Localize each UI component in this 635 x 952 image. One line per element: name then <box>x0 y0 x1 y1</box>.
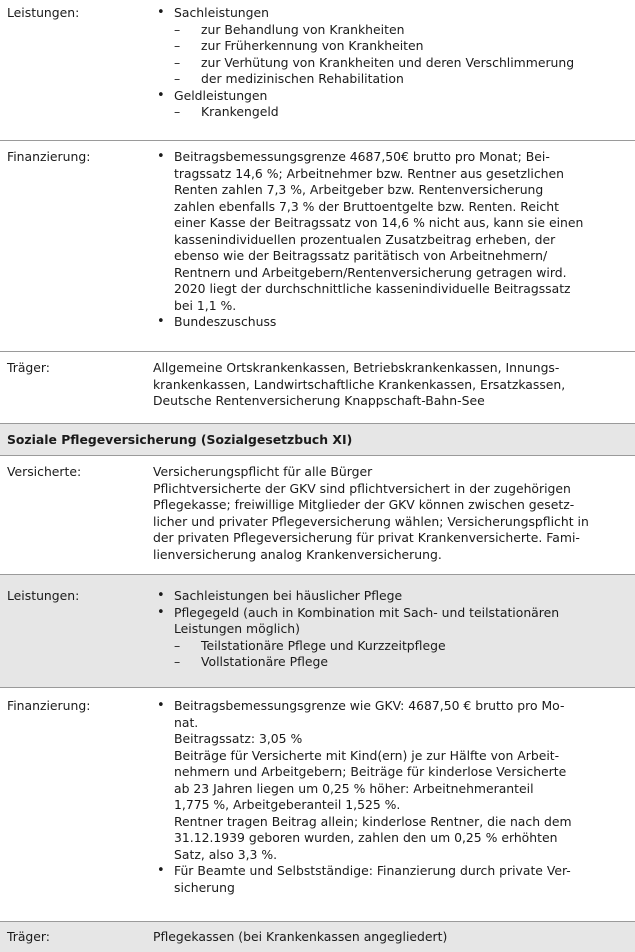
gkv-leistungen-row <box>0 0 635 140</box>
gkv-traeger-row <box>0 351 635 423</box>
sub-item: – zur Früherkennung von Krankheiten <box>174 38 631 55</box>
row-label: Träger: <box>7 360 50 375</box>
bullet-item: • Beitragsbemessungsgrenze wie GKV: 4687,50 € brutto pro Mo- nat. Beitragssatz: 3,05 % Beiträge für Versicherte mit Kind(ern) je zur Hälfte von Arbeit- nehmern und Arbeitgebern; Beiträge für kinderlose Versicherte ab 23 Jahren liegen um 0,25 % höher: Arbeitnehmeranteil 1,775 %, Arbeitgeberanteil 1,525 %. Rentner tragen Beitrag allein; kinderlose Rentner, die nach dem 31.12.1939 geboren wurden, zahlen den um 0,25 % erhöhten Satz, also 3,3 %. <box>153 698 631 863</box>
spv-finanzierung-row <box>0 687 635 921</box>
sub-item: – zur Behandlung von Krankheiten <box>174 22 631 39</box>
sub-item: – Teilstationäre Pflege und Kurzzeitpflege <box>174 638 631 655</box>
row-label: Leistungen: <box>7 5 80 20</box>
sub-item: – Krankengeld <box>174 104 631 121</box>
bullet-item: • Sachleistungen <box>153 5 631 22</box>
bullet-item: • Bundeszuschuss <box>153 314 631 331</box>
row-content: Allgemeine Ortskrankenkassen, Betriebskrankenkassen, Innungs- krankenkassen, Landwirtschaftliche Krankenkassen, Ersatzkassen, Deutsche Rentenversicherung Knappschaft-Bahn-See <box>153 360 566 408</box>
row-content <box>153 5 631 121</box>
row-label: Versicherte: <box>7 464 82 479</box>
section-title: Soziale Pflegeversicherung (Sozialgesetzbuch XI) <box>7 432 353 447</box>
row-label: Träger: <box>7 929 50 944</box>
gkv-finanzierung-row <box>0 140 635 351</box>
row-content <box>153 698 631 896</box>
bullet-item: • Geldleistungen <box>153 88 631 105</box>
spv-leistungen-row <box>0 574 635 687</box>
row-label: Leistungen: <box>7 588 80 603</box>
row-content <box>153 149 631 331</box>
row-label: Finanzierung: <box>7 149 91 164</box>
row-label: Finanzierung: <box>7 698 91 713</box>
bullet-item: • Pflegegeld (auch in Kombination mit Sach- und teilstationären Leistungen möglich) <box>153 605 631 638</box>
bullet-item: • Für Beamte und Selbstständige: Finanzierung durch private Ver- sicherung <box>153 863 631 896</box>
spv-versicherte-row <box>0 455 635 574</box>
sub-item: – der medizinischen Rehabilitation <box>174 71 631 88</box>
row-content: Versicherungspflicht für alle Bürger Pflichtversicherte der GKV sind pflichtversichert in der zugehörigen Pflegekasse; freiwillige Mitglieder der GKV können zwischen gesetz- licher und privater Pflegeversicherung wählen; Versicherungspflicht in der privaten Pflegeversicherung für privat Krankenversicherte. Fami- lienversicherung analog Krankenversicherung. <box>153 464 589 562</box>
spv-traeger-row <box>0 921 635 952</box>
section-header-pflegeversicherung <box>0 423 635 455</box>
bullet-item: • Sachleistungen bei häuslicher Pflege <box>153 588 631 605</box>
sub-item: – Vollstationäre Pflege <box>174 654 631 671</box>
sub-item: – zur Verhütung von Krankheiten und deren Verschlimmerung <box>174 55 631 72</box>
row-content: Pflegekassen (bei Krankenkassen angegliedert) <box>153 929 448 944</box>
row-content <box>153 588 631 671</box>
bullet-item: • Beitragsbemessungsgrenze 4687,50€ brutto pro Monat; Bei- tragssatz 14,6 %; Arbeitnehmer bzw. Rentner aus gesetzlichen Renten zahlen 7,3 %, Arbeitgeber bzw. Rentenversicherung zahlen ebenfalls 7,3 % der Bruttoentgelte bzw. Renten. Reicht einer Kasse der Beitragssatz von 14,6 % nicht aus, kann sie einen kassenindividuellen prozentualen Zusatzbeitrag erheben, der ebenso wie der Beitragssatz paritätisch von Arbeitnehmern/ Rentnern und Arbeitgebern/Rentenversicherung getragen wird. 2020 liegt der durchschnittliche kassenindividuelle Beitragssatz bei 1,1 %. <box>153 149 631 314</box>
